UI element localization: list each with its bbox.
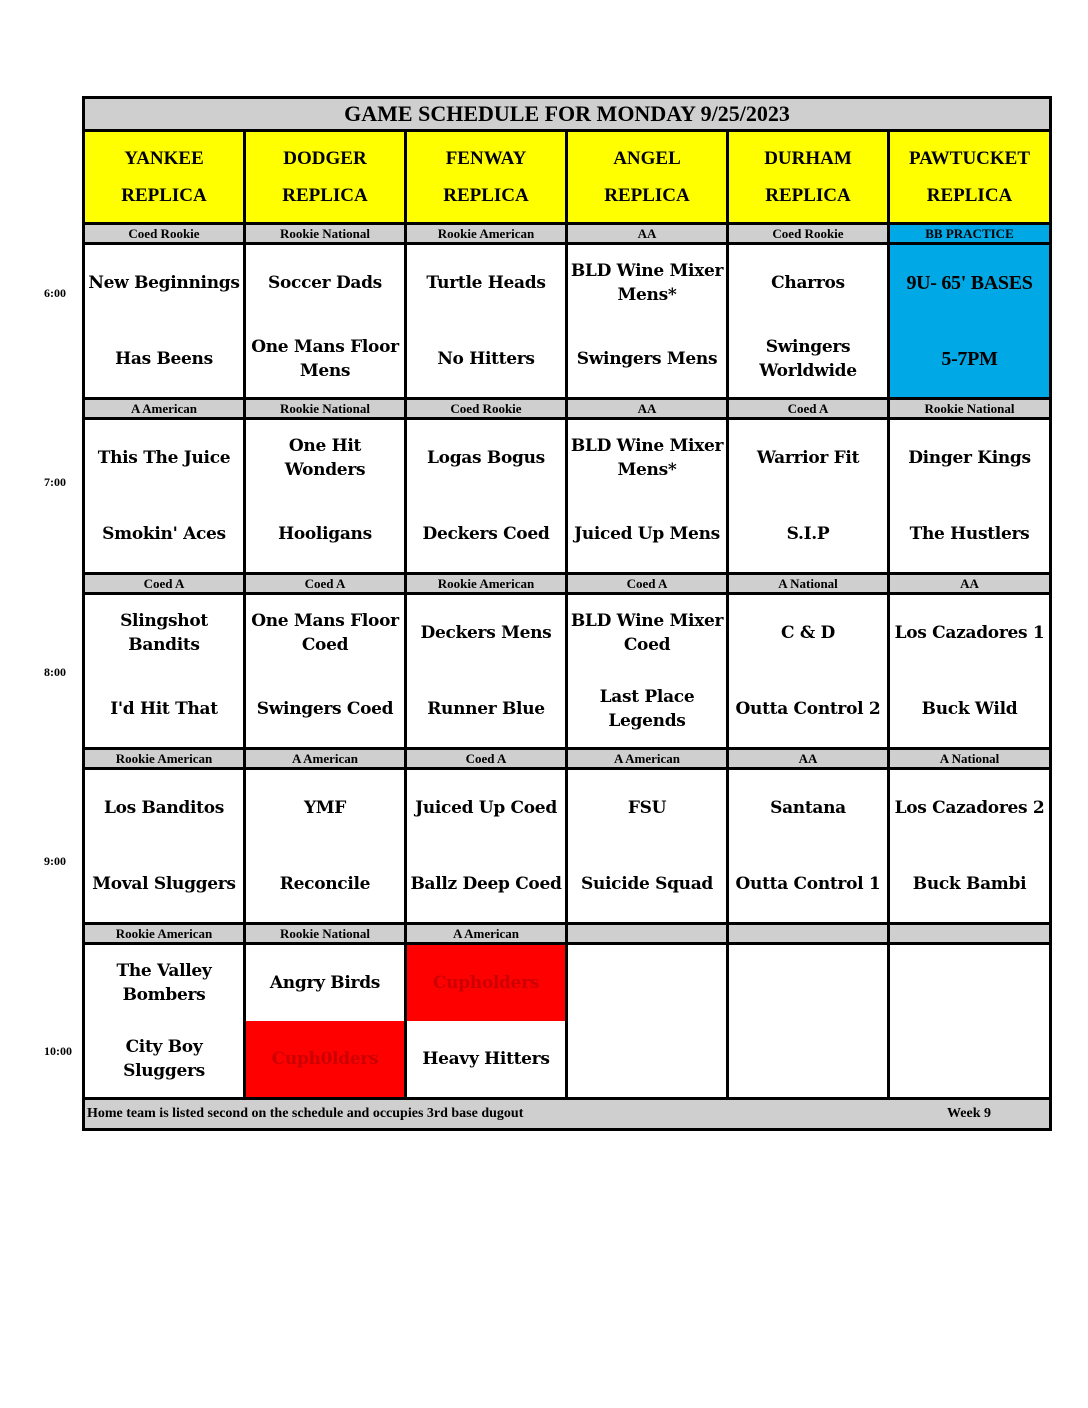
- schedule-sheet: [82, 96, 1049, 1131]
- field-name: YANKEE: [124, 148, 204, 169]
- team-home: Juiced Up Mens: [567, 496, 728, 574]
- team-away: [567, 944, 728, 1022]
- team-away: Los Cazadores 2: [889, 769, 1051, 847]
- field-name: DODGER: [283, 148, 367, 169]
- division-label: [567, 924, 728, 944]
- division-label: Rookie American: [84, 924, 245, 944]
- division-label: Coed A: [84, 574, 245, 594]
- team-home: One Mans Floor Mens: [245, 321, 406, 399]
- division-label: A National: [889, 749, 1051, 769]
- time-label: 9:00: [44, 854, 66, 868]
- division-label: Rookie National: [889, 399, 1051, 419]
- division-label: AA: [728, 749, 889, 769]
- division-label: Rookie American: [84, 749, 245, 769]
- team-home: Last Place Legends: [567, 671, 728, 749]
- division-label: Rookie National: [245, 399, 406, 419]
- team-away: Deckers Mens: [406, 594, 567, 672]
- division-label: [728, 924, 889, 944]
- division-label: A American: [567, 749, 728, 769]
- team-away: Los Banditos: [84, 769, 245, 847]
- field-name: PAWTUCKET: [908, 148, 1031, 169]
- field-name: FENWAY: [445, 148, 527, 169]
- team-home: Swingers Coed: [245, 671, 406, 749]
- team-away: Logas Bogus: [406, 419, 567, 497]
- division-label: Rookie American: [406, 224, 567, 244]
- team-home: Outta Control 2: [728, 671, 889, 749]
- division-label: Rookie National: [245, 224, 406, 244]
- team-away: Charros: [728, 244, 889, 322]
- team-away: This The Juice: [84, 419, 245, 497]
- team-home: Swingers Worldwide: [728, 321, 889, 399]
- team-away: [889, 944, 1051, 1022]
- team-home: Buck Wild: [889, 671, 1051, 749]
- division-label: Rookie National: [245, 924, 406, 944]
- team-away: Turtle Heads: [406, 244, 567, 322]
- team-home: No Hitters: [406, 321, 567, 399]
- field-sub: REPLICA: [926, 185, 1013, 206]
- team-away: One Hit Wonders: [245, 419, 406, 497]
- team-away: Los Cazadores 1: [889, 594, 1051, 672]
- week-label: Week 9: [947, 1106, 991, 1121]
- division-label: A American: [84, 399, 245, 419]
- team-home: The Hustlers: [889, 496, 1051, 574]
- division-label: Coed A: [406, 749, 567, 769]
- team-home: Deckers Coed: [406, 496, 567, 574]
- team-away-highlighted: Cupholders: [406, 944, 567, 1022]
- field-sub: REPLICA: [443, 185, 529, 206]
- team-home: Runner Blue: [406, 671, 567, 749]
- team-away: One Mans Floor Coed: [245, 594, 406, 672]
- field-sub: REPLICA: [121, 185, 207, 206]
- team-away: The Valley Bombers: [84, 944, 245, 1022]
- time-label: 10:00: [44, 1044, 72, 1058]
- division-label: A American: [406, 924, 567, 944]
- time-label: 7:00: [44, 475, 66, 489]
- field-sub: REPLICA: [765, 185, 851, 206]
- team-home: Has Beens: [84, 321, 245, 399]
- team-away: Dinger Kings: [889, 419, 1051, 497]
- time-label: 8:00: [44, 665, 66, 679]
- division-label: Coed Rookie: [84, 224, 245, 244]
- team-away: Angry Birds: [245, 944, 406, 1022]
- team-away: FSU: [567, 769, 728, 847]
- team-home: Ballz Deep Coed: [406, 846, 567, 924]
- field-header: [567, 131, 728, 224]
- team-home: Outta Control 1: [728, 846, 889, 924]
- team-home: Heavy Hitters: [406, 1021, 567, 1099]
- team-home: Smokin' Aces: [84, 496, 245, 574]
- division-label: [889, 924, 1051, 944]
- division-label: A National: [728, 574, 889, 594]
- team-away: Juiced Up Coed: [406, 769, 567, 847]
- team-away: BLD Wine Mixer Mens*: [567, 244, 728, 322]
- division-label: AA: [567, 224, 728, 244]
- team-home: [728, 1021, 889, 1099]
- team-home: [567, 1021, 728, 1099]
- team-home-highlighted: Cuph0lders: [245, 1021, 406, 1099]
- team-away: New Beginnings: [84, 244, 245, 322]
- division-label: Coed Rookie: [406, 399, 567, 419]
- division-label: Coed Rookie: [728, 224, 889, 244]
- division-label: BB PRACTICE: [889, 224, 1051, 244]
- practice-time: 5-7PM: [889, 321, 1051, 399]
- schedule-title: GAME SCHEDULE FOR MONDAY 9/25/2023: [84, 98, 1051, 131]
- division-label: Coed A: [567, 574, 728, 594]
- division-label: A American: [245, 749, 406, 769]
- division-label: AA: [567, 399, 728, 419]
- field-header: [245, 131, 406, 224]
- footer-note: Home team is listed second on the schedule and occupies 3rd base dugout: [87, 1106, 524, 1121]
- team-away: [728, 944, 889, 1022]
- team-away: BLD Wine Mixer Coed: [567, 594, 728, 672]
- team-away: BLD Wine Mixer Mens*: [567, 419, 728, 497]
- schedule-table: [82, 96, 1052, 1131]
- team-home: Swingers Mens: [567, 321, 728, 399]
- division-label: Coed A: [728, 399, 889, 419]
- division-label: AA: [889, 574, 1051, 594]
- team-home: Moval Sluggers: [84, 846, 245, 924]
- field-name: DURHAM: [764, 148, 852, 169]
- time-label: 6:00: [44, 286, 66, 300]
- team-home: Suicide Squad: [567, 846, 728, 924]
- team-home: I'd Hit That: [84, 671, 245, 749]
- team-home: Buck Bambi: [889, 846, 1051, 924]
- field-name: ANGEL: [613, 148, 681, 169]
- field-header: [728, 131, 889, 224]
- field-sub: REPLICA: [282, 185, 368, 206]
- team-home: City Boy Sluggers: [84, 1021, 245, 1099]
- team-home: Hooligans: [245, 496, 406, 574]
- team-away: Soccer Dads: [245, 244, 406, 322]
- team-home: Reconcile: [245, 846, 406, 924]
- team-home: [889, 1021, 1051, 1099]
- field-sub: REPLICA: [604, 185, 690, 206]
- team-away: YMF: [245, 769, 406, 847]
- footer-row: [84, 1099, 1051, 1130]
- division-label: Coed A: [245, 574, 406, 594]
- division-label: Rookie American: [406, 574, 567, 594]
- team-away: C & D: [728, 594, 889, 672]
- team-away: Slingshot Bandits: [84, 594, 245, 672]
- practice-note: 9U- 65' BASES: [889, 244, 1051, 322]
- field-header: [84, 131, 245, 224]
- field-header: [889, 131, 1051, 224]
- team-away: Warrior Fit: [728, 419, 889, 497]
- field-header: [406, 131, 567, 224]
- team-home: S.I.P: [728, 496, 889, 574]
- team-away: Santana: [728, 769, 889, 847]
